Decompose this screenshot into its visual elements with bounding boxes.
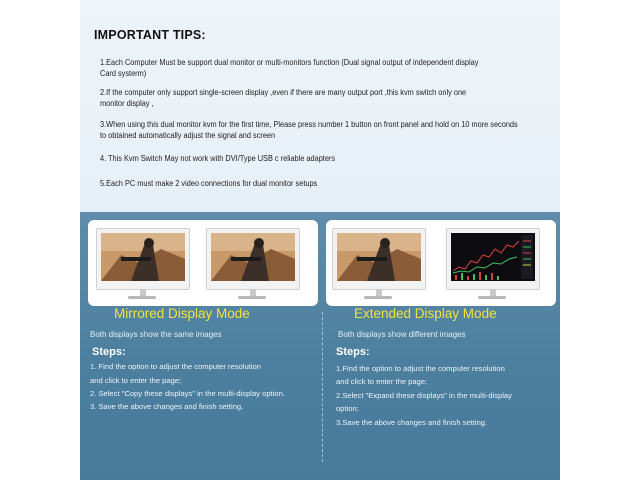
tip-5-line-1: 5.Each PC must make 2 video connections for dual monitor setups xyxy=(100,179,318,188)
tip-1-line-2: Card systerm) xyxy=(100,69,147,78)
stand-base xyxy=(238,296,266,299)
extended-monitors-frame xyxy=(326,220,556,306)
mirrored-step-line: 1. Find the option to adjust the computer resolution xyxy=(90,362,261,371)
mirrored-step-line: 3. Save the above changes and finish setting. xyxy=(90,402,244,411)
stock-chart-icon xyxy=(451,233,535,281)
tip-4 xyxy=(100,153,335,164)
tip-2-line-2: monitor display , xyxy=(100,99,154,108)
mirrored-step-line: 2. Select "Copy these displays" in the multi-display option. xyxy=(90,389,285,398)
stand-base xyxy=(364,296,392,299)
extended-step-line: 3.Save the above changes and finish setting. xyxy=(336,418,488,427)
extended-steps-heading: Steps: xyxy=(336,346,370,358)
tip-2 xyxy=(100,87,466,109)
game-screenshot-icon xyxy=(337,233,421,281)
stand-base xyxy=(478,296,506,299)
tip-4-line-1: 4. This Kvm Switch May not work with DVI/Type USB c reliable adapters xyxy=(100,154,336,163)
extended-step-line: 2.Select "Expand these displays" in the multi-display xyxy=(336,391,512,400)
extended-step-line: 1.Find the option to adjust the computer resolution xyxy=(336,364,505,373)
tip-3 xyxy=(100,119,518,141)
mirrored-steps-heading: Steps: xyxy=(92,346,126,358)
product-info-card xyxy=(80,0,560,480)
tip-3-line-2: to obtained automatically adjust the signal and screen xyxy=(100,131,276,140)
game-screenshot-icon xyxy=(101,233,185,281)
game-screenshot-icon xyxy=(211,233,295,281)
column-divider xyxy=(322,312,323,462)
mirrored-monitor-left xyxy=(96,228,190,290)
mirrored-step-line: and click to enter the page; xyxy=(90,376,182,385)
mirrored-mode-title: Mirrored Display Mode xyxy=(114,306,250,321)
extended-monitor-right xyxy=(446,228,540,290)
mirrored-subtitle: Both displays show the same images xyxy=(90,330,222,339)
extended-monitor-left xyxy=(332,228,426,290)
mirrored-monitors-frame xyxy=(88,220,318,306)
mirrored-monitor-right xyxy=(206,228,300,290)
tip-2-line-1: 2.If the computer only support single-screen display ,even if there are many output port ,this kvm switch only one xyxy=(100,88,467,97)
tip-3-line-1: 3.When using this dual monitor kvm for the first time, Please press number 1 button on front panel and hold on 10 more seconds xyxy=(100,120,518,129)
tip-5 xyxy=(100,178,317,189)
tips-title: IMPORTANT TIPS: xyxy=(94,28,206,42)
extended-mode-title: Extended Display Mode xyxy=(354,306,497,321)
display-modes-panel xyxy=(80,212,560,480)
stand-base xyxy=(128,296,156,299)
tip-1-line-1: 1.Each Computer Must be support dual monitor or multi-monitors function (Dual signal output of independent display xyxy=(100,58,479,67)
tip-1 xyxy=(100,57,478,79)
extended-subtitle: Both displays show different images xyxy=(338,330,466,339)
extended-step-line: option; xyxy=(336,404,359,413)
extended-step-line: and click to enter the page; xyxy=(336,377,428,386)
tips-section xyxy=(80,0,560,212)
